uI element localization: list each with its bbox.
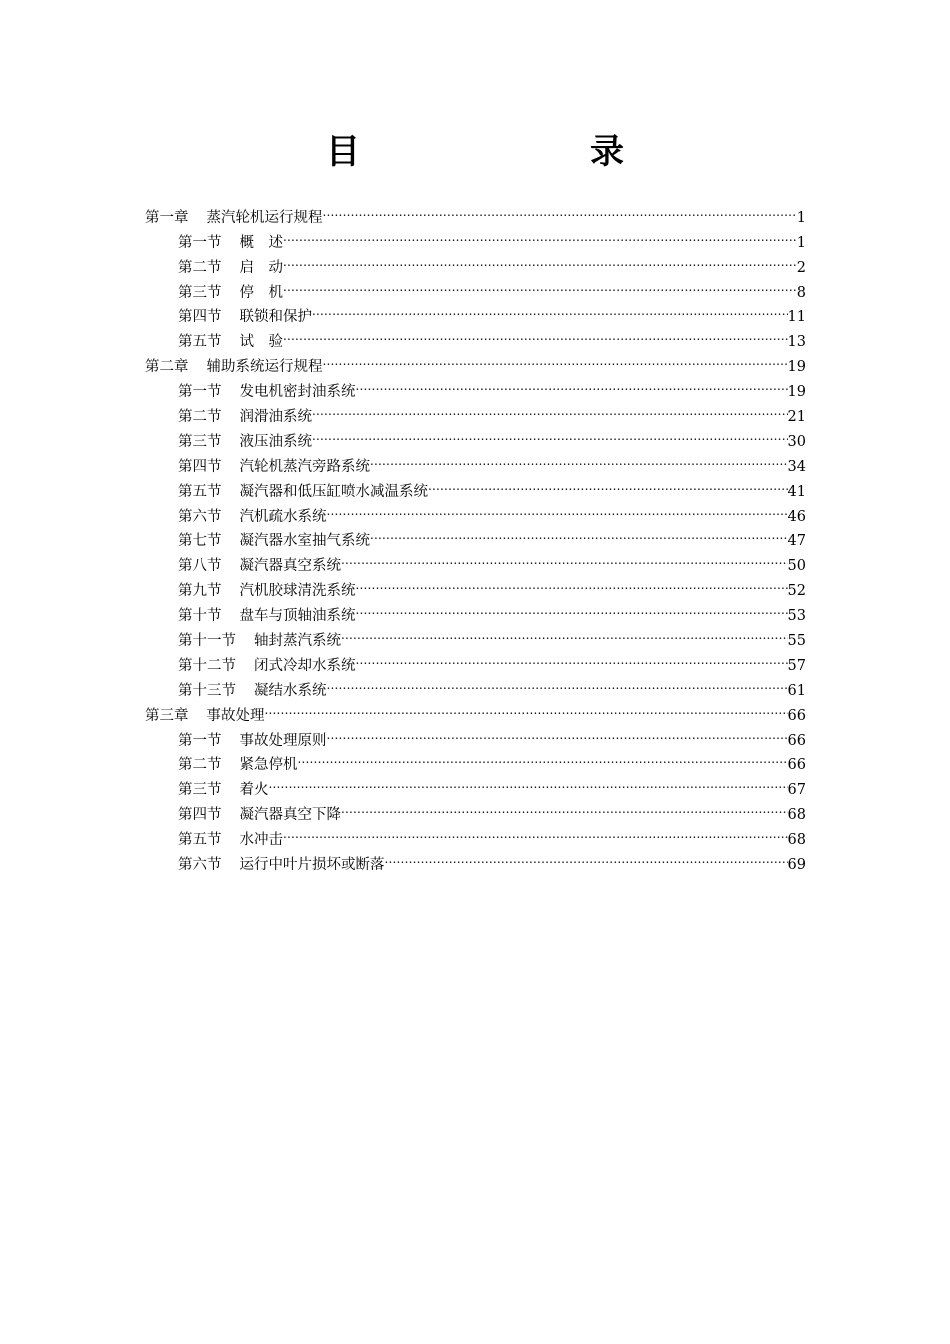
toc-dot-leader: [341, 794, 788, 819]
toc-entry-title: 凝汽器真空下降: [239, 807, 341, 824]
toc-page-number: 55: [787, 633, 806, 650]
toc-dot-leader: [323, 197, 797, 222]
toc-entry-number: 第四节: [178, 458, 222, 475]
toc-dot-leader: [356, 595, 788, 620]
toc-entry-number: 第九节: [178, 583, 222, 600]
toc-entry-title: 着火: [239, 782, 269, 799]
toc-page-number: 66: [787, 757, 806, 774]
toc-page-number: 1: [796, 234, 806, 251]
toc-page-number: 50: [787, 558, 806, 575]
toc-entry-number: 第五节: [178, 832, 222, 849]
table-of-contents: [145, 197, 806, 874]
toc-entry-number: 第一章: [145, 209, 189, 226]
toc-entry-title: 液压油系统: [239, 433, 312, 450]
toc-entry-number: 第一节: [178, 732, 222, 749]
toc-entry-number: 第十二节: [178, 657, 236, 674]
toc-page-number: 19: [787, 359, 806, 376]
toc-page-number: 1: [796, 209, 806, 226]
toc-entry-title: 蒸汽轮机运行规程: [206, 209, 323, 226]
toc-dot-leader: [283, 222, 797, 247]
toc-page-number: 11: [787, 309, 806, 326]
toc-dot-leader: [327, 720, 788, 745]
toc-dot-leader: [356, 570, 788, 595]
toc-page-number: 69: [787, 857, 806, 874]
toc-dot-leader: [312, 297, 788, 322]
toc-dot-leader: [323, 346, 788, 371]
toc-page-number: 66: [787, 732, 806, 749]
toc-entry-title: 事故处理: [206, 707, 265, 724]
toc-page-number: 21: [787, 409, 806, 426]
toc-entry-title: 汽轮机蒸汽旁路系统: [239, 458, 370, 475]
toc-entry-title: 凝汽器真空系统: [239, 558, 341, 575]
toc-dot-leader: [312, 396, 788, 421]
toc-entry-title: 试 验: [239, 334, 283, 351]
toc-entry-number: 第六节: [178, 508, 222, 525]
page-title: 目 录: [326, 132, 678, 172]
toc-dot-leader: [356, 645, 788, 670]
toc-entry-number: 第一节: [178, 234, 222, 251]
toc-dot-leader: [283, 247, 797, 272]
toc-page-number: 68: [787, 807, 806, 824]
toc-page-number: 61: [787, 682, 806, 699]
toc-entry-title: 凝汽器和低压缸喷水减温系统: [239, 483, 428, 500]
toc-entry-title: 辅助系统运行规程: [206, 359, 323, 376]
toc-entry-number: 第十三节: [178, 682, 236, 699]
toc-page-number: 30: [787, 433, 806, 450]
toc-page-number: 41: [787, 483, 806, 500]
toc-entry-number: 第四节: [178, 309, 222, 326]
toc-dot-leader: [370, 521, 788, 546]
toc-page-number: 34: [787, 458, 806, 475]
toc-entry-number: 第五节: [178, 483, 222, 500]
toc-dot-leader: [265, 695, 788, 720]
toc-entry-title: 紧急停机: [239, 757, 298, 774]
toc-entry-title: 盘车与顶轴油系统: [239, 608, 356, 625]
toc-entry-title: 水冲击: [239, 832, 283, 849]
toc-entry-number: 第二节: [178, 757, 222, 774]
toc-page-number: 52: [787, 583, 806, 600]
toc-entry-number: 第三节: [178, 433, 222, 450]
toc-dot-leader: [327, 670, 788, 695]
toc-page-number: 66: [787, 707, 806, 724]
toc-chapter-entry[interactable]: [145, 695, 806, 724]
toc-page-number: 53: [787, 608, 806, 625]
toc-page-number: 57: [787, 657, 806, 674]
toc-entry-title: 汽机胶球清洗系统: [239, 583, 356, 600]
toc-entry-number: 第二章: [145, 359, 189, 376]
toc-entry-title: 启 动: [239, 259, 283, 276]
toc-dot-leader: [298, 745, 788, 770]
toc-entry-number: 第二节: [178, 259, 222, 276]
toc-entry-number: 第四节: [178, 807, 222, 824]
toc-page-number: 2: [796, 259, 806, 276]
toc-dot-leader: [370, 446, 788, 471]
toc-entry-title: 运行中叶片损坏或断落: [239, 857, 385, 874]
toc-dot-leader: [269, 769, 788, 794]
toc-dot-leader: [327, 496, 788, 521]
toc-page-number: 46: [787, 508, 806, 525]
toc-entry-number: 第六节: [178, 857, 222, 874]
toc-entry-title: 润滑油系统: [239, 409, 312, 426]
toc-entry-title: 凝结水系统: [254, 682, 327, 699]
toc-entry-number: 第二节: [178, 409, 222, 426]
toc-dot-leader: [428, 471, 788, 496]
toc-section-entry[interactable]: [145, 645, 806, 674]
toc-entry-number: 第十一节: [178, 633, 236, 650]
toc-entry-number: 第三章: [145, 707, 189, 724]
toc-page-number: 13: [787, 334, 806, 351]
toc-dot-leader: [312, 421, 788, 446]
toc-entry-title: 事故处理原则: [239, 732, 327, 749]
toc-section-entry[interactable]: [145, 670, 806, 699]
toc-entry-title: 概 述: [239, 234, 283, 251]
toc-page-number: 68: [787, 832, 806, 849]
toc-entry-title: 轴封蒸汽系统: [254, 633, 341, 650]
toc-entry-number: 第三节: [178, 284, 222, 301]
toc-chapter-entry[interactable]: [145, 197, 806, 226]
toc-page-number: 67: [787, 782, 806, 799]
toc-entry-title: 发电机密封油系统: [239, 384, 356, 401]
toc-entry-number: 第五节: [178, 334, 222, 351]
toc-entry-number: 第三节: [178, 782, 222, 799]
toc-dot-leader: [283, 819, 788, 844]
toc-dot-leader: [341, 620, 788, 645]
toc-entry-title: 凝汽器水室抽气系统: [239, 533, 370, 550]
toc-entry-number: 第七节: [178, 533, 222, 550]
toc-entry-title: 闭式冷却水系统: [254, 657, 356, 674]
toc-page-number: 8: [796, 284, 806, 301]
toc-entry-title: 联锁和保护: [239, 309, 312, 326]
toc-page-number: 47: [787, 533, 806, 550]
toc-dot-leader: [341, 545, 788, 570]
toc-entry-title: 停 机: [239, 284, 283, 301]
toc-dot-leader: [283, 272, 797, 297]
toc-entry-number: 第八节: [178, 558, 222, 575]
toc-dot-leader: [283, 321, 788, 346]
toc-entry-number: 第一节: [178, 384, 222, 401]
toc-dot-leader: [356, 371, 788, 396]
toc-page-number: 19: [787, 384, 806, 401]
toc-entry-number: 第十节: [178, 608, 222, 625]
toc-entry-title: 汽机疏水系统: [239, 508, 327, 525]
toc-dot-leader: [385, 844, 788, 869]
